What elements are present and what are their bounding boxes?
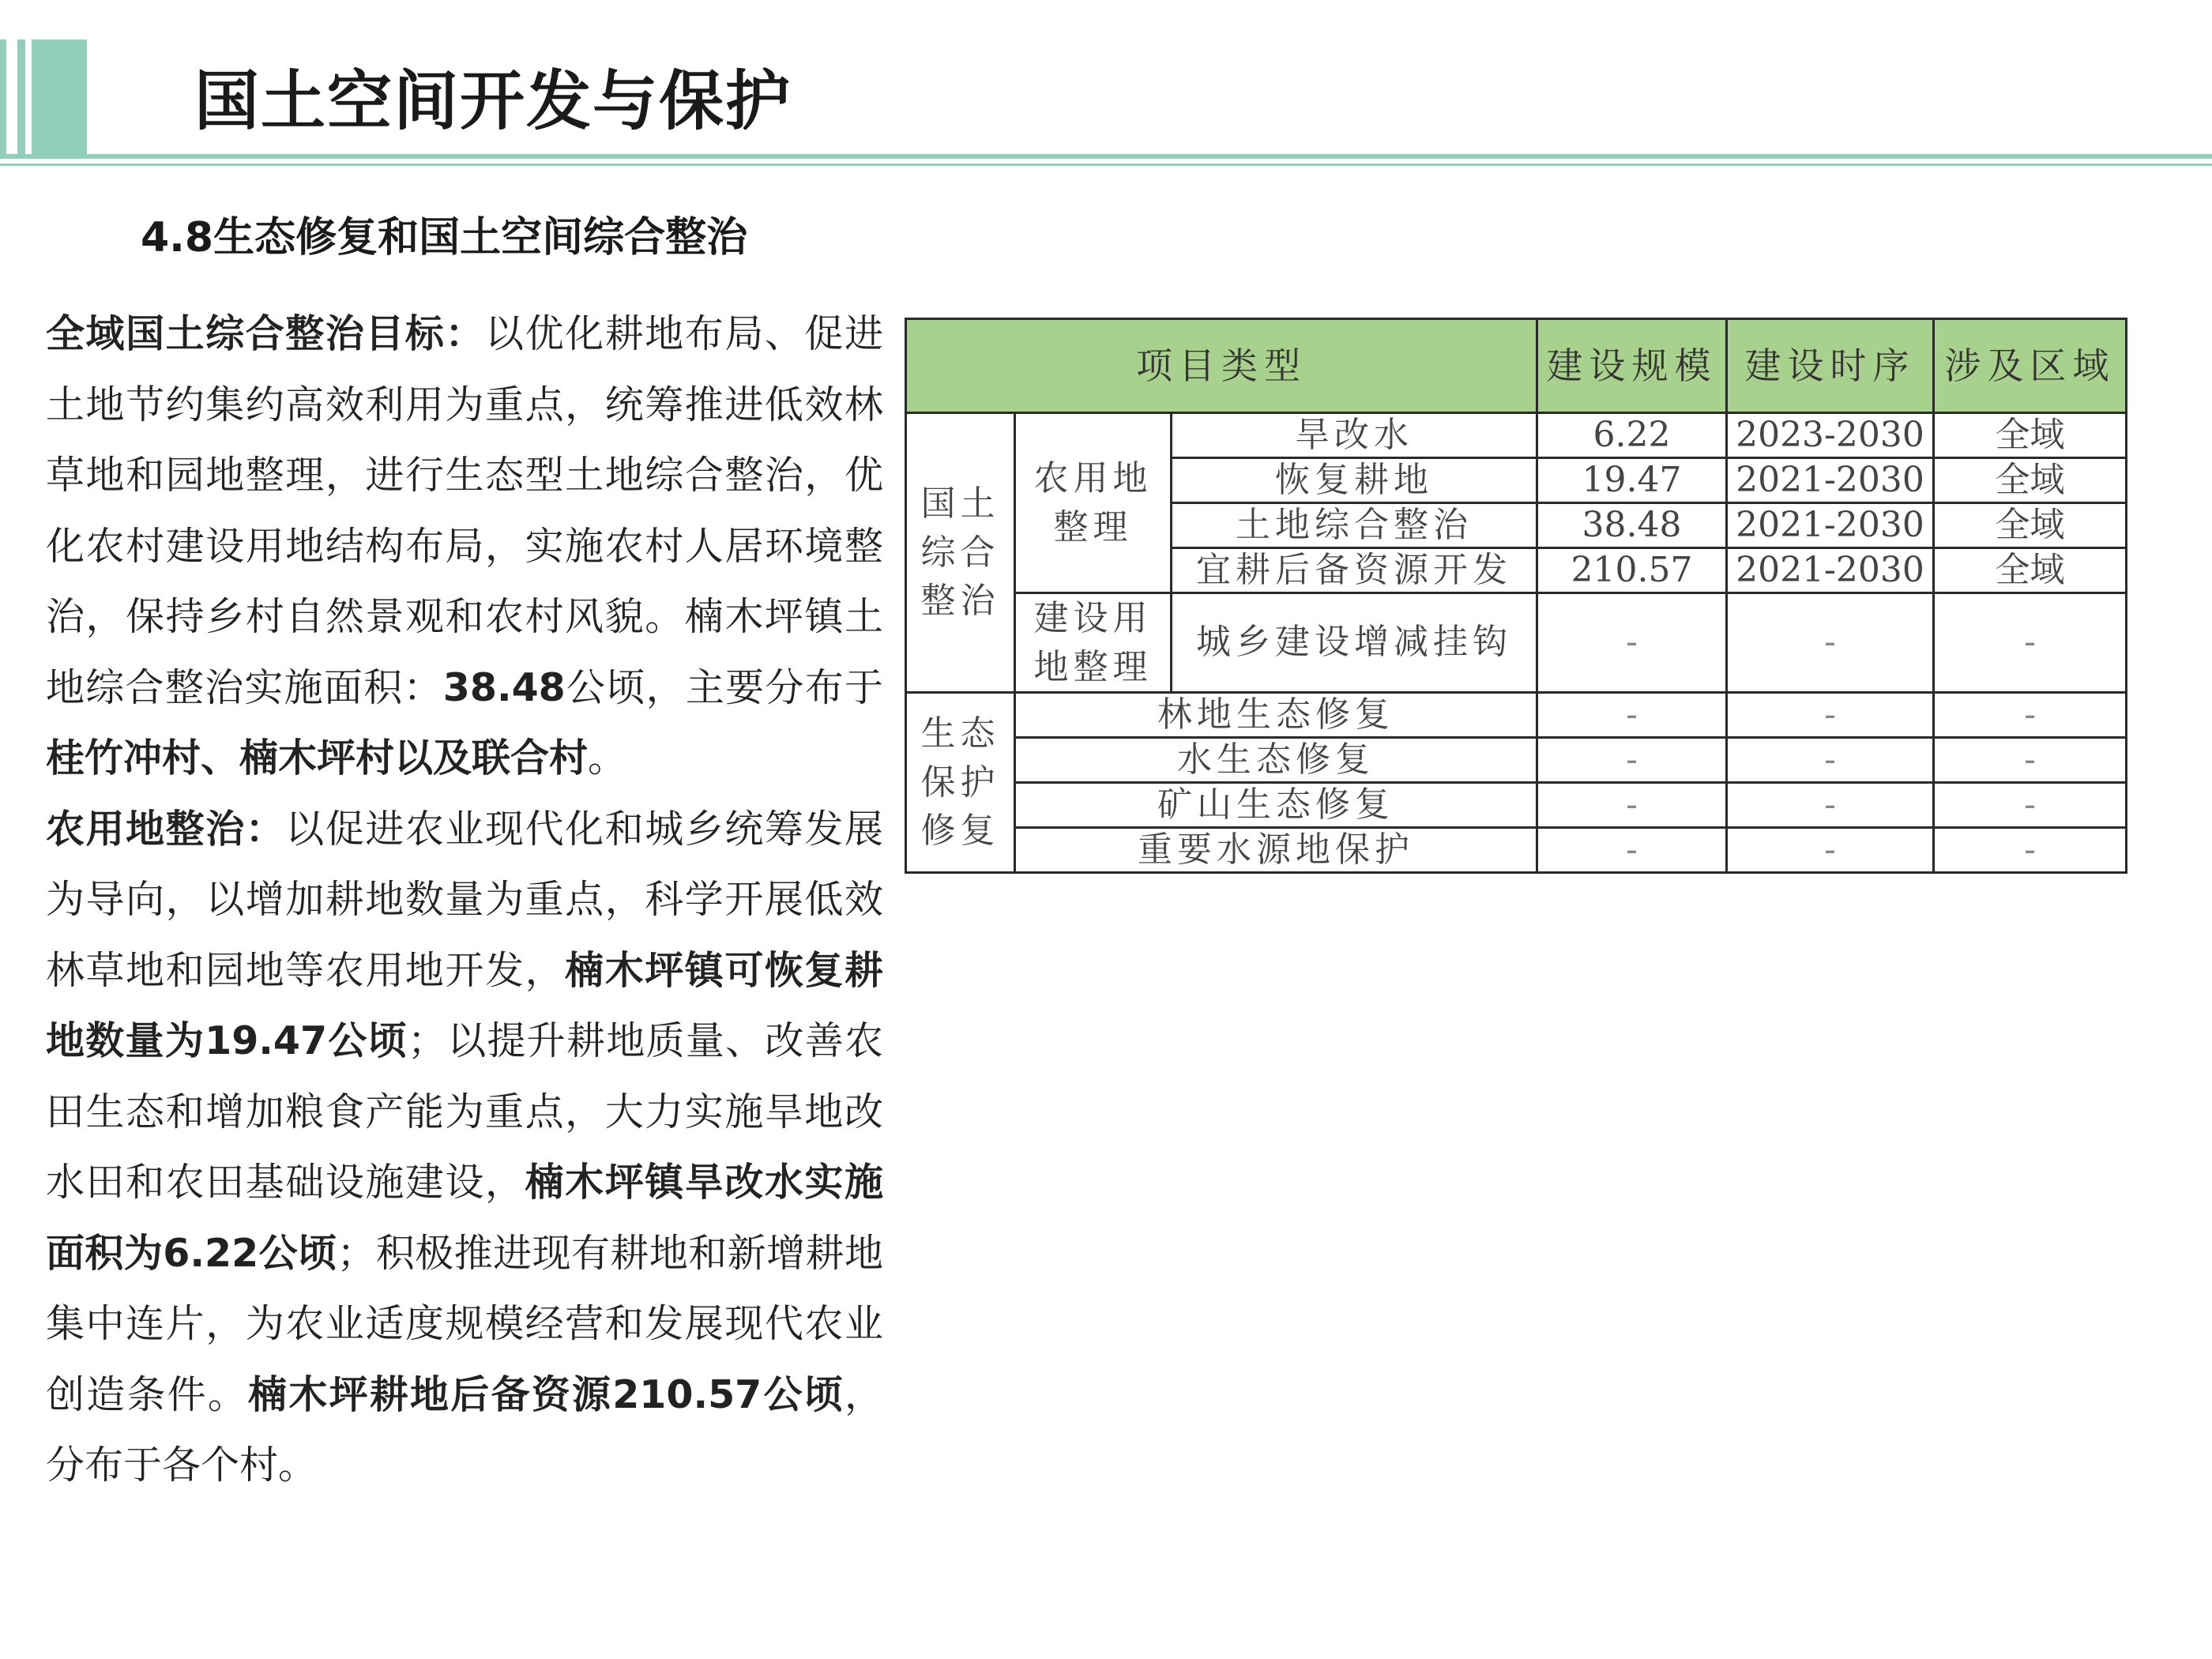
text-run: 以优化耕地布局、促进土地节约集约高效利用为重点，统筹推进低效林草地和园地整理，进行生态型土地综合整治，优化农村建设用地结构布局，实施农村人居环境整治，保持乡村自然景观和农村风貌。楠木坪镇土地综合整治实施面积： bbox=[46, 311, 883, 710]
highlight-restore: 楠木坪镇可恢复耕地数量为19.47公顷 bbox=[46, 947, 883, 1063]
row-item: 宜耕后备资源开发 bbox=[1172, 548, 1537, 593]
highlight-villages: 桂竹冲村、楠木坪村以及联合村 bbox=[46, 735, 589, 781]
text-run: ；积极推进现有耕地和新增耕地集中连片，为农业适度规模经营和发展现代农业创造条件。 bbox=[46, 1230, 883, 1417]
page-title: 国土空间开发与保护 bbox=[194, 64, 792, 139]
text-run: 以促进农业现代化和城乡统筹发展为导向，以增加耕地数量为重点，科学开展低效林草地和园地等农用地开发， bbox=[46, 806, 883, 993]
row-scale: - bbox=[1537, 738, 1727, 783]
subgroup-construction-land: 建设用地整理 bbox=[1015, 593, 1172, 693]
body-text bbox=[46, 299, 883, 1501]
row-area: 全域 bbox=[1934, 503, 2127, 548]
row-area: - bbox=[1934, 593, 2127, 693]
row-item: 城乡建设增减挂钩 bbox=[1172, 593, 1537, 693]
row-period: 2023-2030 bbox=[1727, 413, 1934, 458]
row-scale: 19.47 bbox=[1537, 458, 1727, 503]
header-divider bbox=[0, 164, 2212, 166]
row-area: - bbox=[1934, 738, 2127, 783]
header-accent-bar bbox=[17, 40, 25, 156]
row-period: 2021-2030 bbox=[1727, 548, 1934, 593]
table-header-row bbox=[906, 319, 2127, 413]
row-period: 2021-2030 bbox=[1727, 458, 1934, 503]
row-period: - bbox=[1727, 693, 1934, 738]
table-row bbox=[906, 593, 2127, 693]
row-area: 全域 bbox=[1934, 458, 2127, 503]
row-scale: - bbox=[1537, 828, 1727, 873]
highlight-dry-to-paddy: 楠木坪镇旱改水实施面积为6.22公顷 bbox=[46, 1160, 883, 1276]
row-item: 重要水源地保护 bbox=[1015, 828, 1537, 873]
project-table bbox=[905, 318, 2127, 874]
header-accent-bar bbox=[0, 40, 6, 156]
header-period: 建设时序 bbox=[1727, 319, 1934, 413]
table-row bbox=[906, 828, 2127, 873]
text-run: 公顷，主要分布于 bbox=[565, 664, 883, 710]
header-scale: 建设规模 bbox=[1537, 319, 1727, 413]
row-item: 土地综合整治 bbox=[1172, 503, 1537, 548]
row-item: 恢复耕地 bbox=[1172, 458, 1537, 503]
row-scale: 6.22 bbox=[1537, 413, 1727, 458]
header-project-type: 项目类型 bbox=[906, 319, 1537, 413]
row-area: 全域 bbox=[1934, 413, 2127, 458]
row-scale: - bbox=[1537, 693, 1727, 738]
group-land-consolidation: 国土综合整治 bbox=[906, 413, 1015, 693]
paragraph-label: 农用地整治： bbox=[46, 806, 286, 852]
row-scale: 210.57 bbox=[1537, 548, 1727, 593]
text-run: ；以提升耕地质量、改善农田生态和增加粮食产能为重点，大力实施旱地改水田和农田基础设施建设， bbox=[46, 1018, 883, 1205]
row-item: 旱改水 bbox=[1172, 413, 1537, 458]
table-row bbox=[906, 693, 2127, 738]
row-period: - bbox=[1727, 593, 1934, 693]
highlight-value: 38.48 bbox=[442, 664, 566, 710]
row-item: 水生态修复 bbox=[1015, 738, 1537, 783]
paragraph-agri-land bbox=[46, 794, 883, 1501]
row-area: - bbox=[1934, 783, 2127, 828]
row-scale: - bbox=[1537, 783, 1727, 828]
section-heading: 4.8生态修复和国土空间综合整治 bbox=[141, 214, 748, 261]
group-eco-restoration: 生态保护修复 bbox=[906, 693, 1015, 873]
paragraph-overall-goal bbox=[46, 299, 883, 794]
row-area: - bbox=[1934, 693, 2127, 738]
row-period: - bbox=[1727, 783, 1934, 828]
row-period: - bbox=[1727, 828, 1934, 873]
paragraph-label: 全域国土综合整治目标： bbox=[46, 311, 486, 356]
header-area: 涉及区域 bbox=[1934, 319, 2127, 413]
row-scale: 38.48 bbox=[1537, 503, 1727, 548]
table-row bbox=[906, 783, 2127, 828]
row-scale: - bbox=[1537, 593, 1727, 693]
row-period: - bbox=[1727, 738, 1934, 783]
highlight-reserve: 楠木坪耕地后备资源210.57公顷 bbox=[248, 1371, 845, 1417]
text-run: ，分布于各个村。 bbox=[46, 1371, 883, 1488]
row-item: 林地生态修复 bbox=[1015, 693, 1537, 738]
row-area: 全域 bbox=[1934, 548, 2127, 593]
header-accent-block bbox=[32, 40, 87, 156]
row-area: - bbox=[1934, 828, 2127, 873]
header-divider bbox=[0, 154, 2212, 159]
row-period: 2021-2030 bbox=[1727, 503, 1934, 548]
table-row bbox=[906, 738, 2127, 783]
subgroup-agri-land: 农用地整理 bbox=[1015, 413, 1172, 593]
row-item: 矿山生态修复 bbox=[1015, 783, 1537, 828]
text-run: 。 bbox=[588, 735, 627, 781]
table-row bbox=[906, 413, 2127, 458]
